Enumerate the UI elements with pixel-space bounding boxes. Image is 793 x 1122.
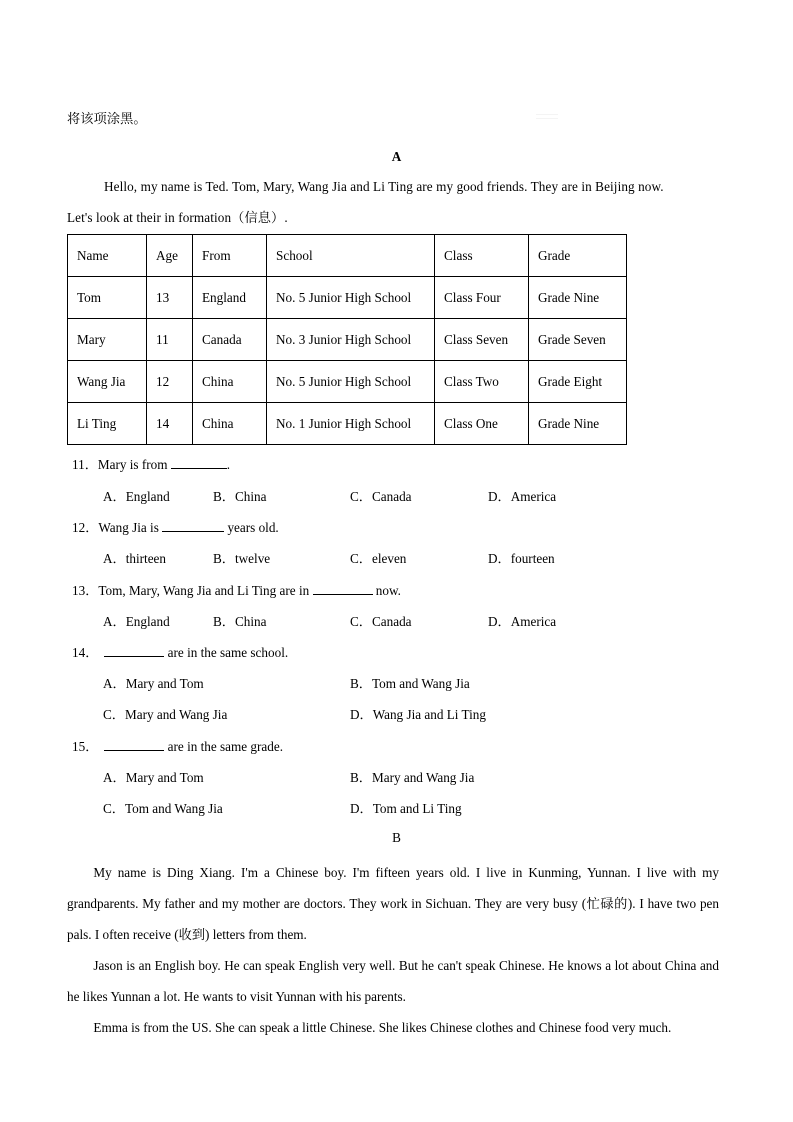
question-12-option-b[interactable] bbox=[213, 548, 270, 567]
cell-age: 12 bbox=[147, 361, 193, 403]
cell-class: Class Two bbox=[435, 361, 529, 403]
question-15-option-c[interactable] bbox=[103, 798, 223, 817]
cell-age: 11 bbox=[147, 319, 193, 361]
question-12-stem-after: years old. bbox=[224, 520, 279, 535]
option-text: Mary and Tom bbox=[125, 770, 204, 785]
question-14-stem-after: are in the same school. bbox=[164, 645, 289, 660]
option-text: Mary and Wang Jia bbox=[124, 707, 228, 722]
cell-grade: Grade Seven bbox=[529, 319, 627, 361]
question-13-number: 13． bbox=[72, 583, 99, 598]
cell-name: Li Ting bbox=[68, 403, 147, 445]
header-cell-age: Age bbox=[147, 235, 193, 277]
cell-school: No. 5 Junior High School bbox=[267, 361, 435, 403]
table-row bbox=[68, 403, 627, 445]
question-15-stem bbox=[72, 736, 283, 755]
cell-school: No. 5 Junior High School bbox=[267, 277, 435, 319]
option-letter: B． bbox=[350, 770, 372, 785]
question-15-stem-after: are in the same grade. bbox=[164, 739, 284, 754]
question-14-option-d[interactable] bbox=[350, 704, 486, 723]
scan-watermark-artifact bbox=[536, 110, 558, 126]
question-13-option-c[interactable] bbox=[350, 611, 412, 630]
cell-class: Class One bbox=[435, 403, 529, 445]
option-letter: A． bbox=[103, 489, 126, 504]
section-b-paragraph-1: My name is Ding Xiang. I'm a Chinese boy. I'm fifteen years old. I live in Kunming, Yunnan. I live with my grandparents. My father and my mother are doctors. They work in Sichuan. They are very busy (忙碌的). I have two pen pals. I often receive (收到) letters from them. bbox=[67, 865, 719, 942]
question-12-option-a[interactable] bbox=[103, 548, 166, 567]
cell-school: No. 3 Junior High School bbox=[267, 319, 435, 361]
option-text: twelve bbox=[234, 551, 271, 566]
option-text: England bbox=[125, 614, 170, 629]
cell-name: Wang Jia bbox=[68, 361, 147, 403]
cell-name: Tom bbox=[68, 277, 147, 319]
question-11-stem-before: Mary is from bbox=[97, 457, 171, 472]
cell-from: China bbox=[193, 361, 267, 403]
option-text: Tom and Wang Jia bbox=[124, 801, 223, 816]
section-a-letter: A bbox=[391, 149, 402, 164]
option-text: America bbox=[510, 489, 557, 504]
intro-instruction-line: 将该项涂黑。 bbox=[67, 112, 147, 127]
cell-grade: Grade Nine bbox=[529, 403, 627, 445]
question-11-stem bbox=[72, 454, 230, 473]
table-header-row bbox=[68, 235, 627, 277]
table-body bbox=[68, 235, 627, 445]
table-row bbox=[68, 277, 627, 319]
option-letter: D． bbox=[350, 801, 373, 816]
option-letter: D． bbox=[488, 489, 511, 504]
cell-grade: Grade Nine bbox=[529, 277, 627, 319]
question-13-blank bbox=[313, 582, 373, 595]
option-letter: C． bbox=[350, 489, 372, 504]
question-15-blank bbox=[104, 738, 164, 751]
option-letter: A． bbox=[103, 676, 126, 691]
option-letter: B． bbox=[350, 676, 372, 691]
cell-from: Canada bbox=[193, 319, 267, 361]
cell-grade: Grade Eight bbox=[529, 361, 627, 403]
cell-from: England bbox=[193, 277, 267, 319]
header-cell-from: From bbox=[193, 235, 267, 277]
cell-age: 14 bbox=[147, 403, 193, 445]
passage-line2-gloss: （信息） bbox=[231, 211, 285, 226]
question-11-option-d[interactable] bbox=[488, 486, 556, 505]
section-b-paragraph-3: Emma is from the US. She can speak a little Chinese. She likes Chinese clothes and Chinese food very much. bbox=[93, 1020, 672, 1035]
question-11-stem-after: . bbox=[226, 457, 231, 472]
header-cell-class: Class bbox=[435, 235, 529, 277]
option-text: fourteen bbox=[510, 551, 555, 566]
question-12-blank bbox=[162, 519, 224, 532]
option-letter: C． bbox=[350, 614, 372, 629]
section-a-passage-line-2 bbox=[67, 211, 288, 225]
cell-age: 13 bbox=[147, 277, 193, 319]
question-15-option-a[interactable] bbox=[103, 767, 204, 786]
table-row bbox=[68, 319, 627, 361]
question-15-option-d[interactable] bbox=[350, 798, 462, 817]
student-information-table bbox=[67, 234, 627, 445]
option-text: thirteen bbox=[125, 551, 166, 566]
section-b-paragraph-2: Jason is an English boy. He can speak English very well. But he can't speak Chinese. He knows a lot about China and he likes Yunnan a lot. He wants to visit Yunnan with his parents. bbox=[67, 958, 719, 1004]
question-15-number: 15． bbox=[72, 739, 99, 754]
option-text: Canada bbox=[371, 489, 412, 504]
option-letter: C． bbox=[103, 707, 125, 722]
question-13-option-d[interactable] bbox=[488, 611, 556, 630]
question-14-option-c[interactable] bbox=[103, 704, 227, 723]
question-11-number: 11． bbox=[72, 457, 98, 472]
option-letter: D． bbox=[488, 614, 511, 629]
question-13-stem-after: now. bbox=[372, 583, 401, 598]
option-text: America bbox=[510, 614, 557, 629]
question-11-blank bbox=[171, 456, 227, 469]
option-text: Mary and Wang Jia bbox=[371, 770, 475, 785]
question-13-stem bbox=[72, 580, 401, 599]
question-11-option-a[interactable] bbox=[103, 486, 170, 505]
option-text: Mary and Tom bbox=[125, 676, 204, 691]
option-letter: D． bbox=[488, 551, 511, 566]
option-text: Tom and Li Ting bbox=[372, 801, 462, 816]
option-text: Canada bbox=[371, 614, 412, 629]
cell-class: Class Seven bbox=[435, 319, 529, 361]
option-letter: A． bbox=[103, 614, 126, 629]
option-letter: B． bbox=[213, 551, 235, 566]
question-14-blank bbox=[104, 644, 164, 657]
question-12-stem bbox=[72, 517, 279, 536]
header-cell-school: School bbox=[267, 235, 435, 277]
cell-school: No. 1 Junior High School bbox=[267, 403, 435, 445]
question-14-option-b[interactable] bbox=[350, 673, 470, 692]
option-letter: C． bbox=[103, 801, 125, 816]
question-12-stem-before: Wang Jia is bbox=[98, 520, 163, 535]
section-a-passage-line-1: Hello, my name is Ted. Tom, Mary, Wang Jia and Li Ting are my good friends. They are in Beijing now. bbox=[104, 179, 664, 194]
question-11-option-c[interactable] bbox=[350, 486, 412, 505]
cell-class: Class Four bbox=[435, 277, 529, 319]
header-cell-name: Name bbox=[68, 235, 147, 277]
section-b-letter: B bbox=[392, 830, 401, 845]
option-letter: C． bbox=[350, 551, 372, 566]
option-text: China bbox=[234, 489, 267, 504]
option-text: eleven bbox=[371, 551, 407, 566]
passage-line2-suffix: . bbox=[284, 210, 288, 225]
option-letter: D． bbox=[350, 707, 373, 722]
question-12-option-c[interactable] bbox=[350, 548, 406, 567]
table-row bbox=[68, 361, 627, 403]
question-14-number: 14． bbox=[72, 645, 99, 660]
question-13-option-a[interactable] bbox=[103, 611, 170, 630]
cell-from: China bbox=[193, 403, 267, 445]
passage-line2-prefix: Let's look at their in formation bbox=[67, 210, 232, 225]
option-text: Tom and Wang Jia bbox=[371, 676, 470, 691]
cell-name: Mary bbox=[68, 319, 147, 361]
question-14-option-a[interactable] bbox=[103, 673, 204, 692]
option-text: China bbox=[234, 614, 267, 629]
question-11-option-b[interactable] bbox=[213, 486, 267, 505]
question-14-stem bbox=[72, 642, 288, 661]
option-letter: A． bbox=[103, 551, 126, 566]
option-letter: B． bbox=[213, 489, 235, 504]
option-text: England bbox=[125, 489, 170, 504]
question-12-option-d[interactable] bbox=[488, 548, 555, 567]
question-12-number: 12． bbox=[72, 520, 99, 535]
option-letter: B． bbox=[213, 614, 235, 629]
header-cell-grade: Grade bbox=[529, 235, 627, 277]
option-letter: A． bbox=[103, 770, 126, 785]
question-13-stem-before: Tom, Mary, Wang Jia and Li Ting are in bbox=[98, 583, 313, 598]
question-15-option-b[interactable] bbox=[350, 767, 474, 786]
option-text: Wang Jia and Li Ting bbox=[372, 707, 486, 722]
question-13-option-b[interactable] bbox=[213, 611, 267, 630]
